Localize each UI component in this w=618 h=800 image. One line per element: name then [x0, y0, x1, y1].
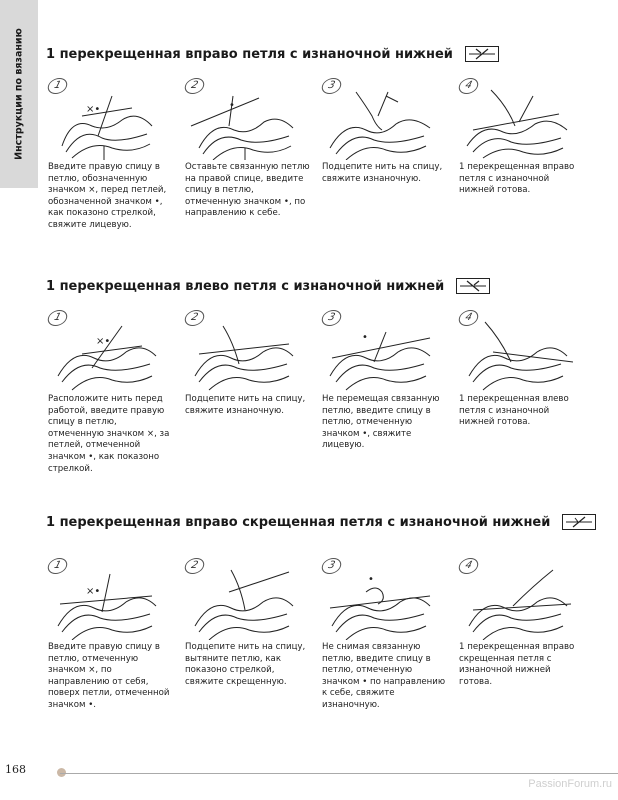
- step-number: 4: [457, 78, 480, 94]
- knitting-illustration: [463, 566, 573, 640]
- svg-text:•: •: [362, 332, 368, 343]
- step-number: 4: [457, 558, 480, 574]
- step-number: 3: [320, 558, 343, 574]
- knitting-illustration: [189, 318, 299, 392]
- knitting-illustration: [326, 318, 436, 392]
- knitting-illustration: [52, 318, 162, 392]
- step-description: 1 перекрещенная вправо скрещенная петля с изнаночной нижней готова.: [459, 642, 575, 687]
- section-3: [46, 514, 606, 744]
- step-description: Подцепите нить на спицу, свяжите изнаночную.: [185, 394, 306, 416]
- stitch-symbol-icon: [465, 46, 499, 62]
- svg-text:•: •: [368, 574, 374, 585]
- side-tab-label: Инструкции по вязанию: [13, 28, 25, 160]
- side-tab: [0, 0, 38, 188]
- step-description: Не перемещая связанную петлю, введите спицу в петлю, отмеченную значком •, свяжите лицевую.: [322, 394, 440, 451]
- step-number: 1: [46, 558, 69, 574]
- section-title: [46, 514, 596, 530]
- page-footer: [0, 758, 618, 800]
- step-number: 2: [183, 78, 206, 94]
- knitting-illustration: [326, 86, 436, 160]
- step-description: Введите правую спицу в петлю, отмеченную значком ×, по направлению от себя, поверх петли, отмеченной значком •.: [48, 642, 170, 710]
- knitting-illustration: [52, 86, 162, 160]
- step-description: Введите правую спицу в петлю, обозначенную значком ×, перед петлей, обозначенной значком •, как показоно стрелкой, свяжите лицевую.: [48, 162, 167, 230]
- section-title-text: 1 перекрещенная вправо петля с изнаночной нижней: [46, 46, 453, 62]
- step-description: Расположите нить перед работой, введите правую спицу в петлю, отмеченную значком ×, за петлей, отмеченной значком •, как показоно стрелкой.: [48, 394, 170, 474]
- svg-text:×•: ×•: [86, 586, 101, 597]
- section-1: [46, 46, 606, 256]
- step-number: 1: [46, 78, 69, 94]
- svg-text:×•: ×•: [96, 336, 111, 347]
- svg-text:×•: ×•: [86, 104, 101, 115]
- knitting-illustration: [189, 86, 299, 160]
- step-number: 4: [457, 310, 480, 326]
- section-2: [46, 278, 606, 488]
- knitting-illustration: [463, 86, 573, 160]
- svg-text:•: •: [229, 100, 235, 111]
- knitting-illustration: [326, 566, 436, 640]
- watermark: PassionForum.ru: [528, 778, 612, 790]
- step-number: 1: [46, 310, 69, 326]
- step-number: 2: [183, 558, 206, 574]
- stitch-symbol-icon: [456, 278, 490, 294]
- step-number: 2: [183, 310, 206, 326]
- step-description: Подцепите нить на спицу, свяжите изнаночную.: [322, 162, 443, 184]
- step-number: 3: [320, 310, 343, 326]
- step-description: 1 перекрещенная влево петля с изнаночной нижней готова.: [459, 394, 569, 428]
- step-number: 3: [320, 78, 343, 94]
- section-title: [46, 46, 499, 62]
- knitting-illustration: [52, 566, 162, 640]
- knitting-illustration: [189, 566, 299, 640]
- section-title-text: 1 перекрещенная влево петля с изнаночной нижней: [46, 278, 445, 294]
- stitch-symbol-icon: [562, 514, 596, 530]
- section-title-text: 1 перекрещенная вправо скрещенная петля с изнаночной нижней: [46, 514, 551, 530]
- step-description: Подцепите нить на спицу, вытяните петлю, как показоно стрелкой, свяжите скрещенную.: [185, 642, 306, 687]
- step-description: Не снимая связанную петлю, введите спицу в петлю, отмеченную значком • по направлению к себе, свяжите изнаночную.: [322, 642, 446, 710]
- knitting-illustration: [463, 318, 573, 392]
- footer-divider: [60, 773, 618, 774]
- section-title: [46, 278, 490, 294]
- step-description: Оставьте связанную петлю на правой спице, введите спицу в петлю, отмеченную значком •, по направлению к себе.: [185, 162, 310, 219]
- step-description: 1 перекрещенная вправо петля с изнаночной нижней готова.: [459, 162, 575, 196]
- page-number: 168: [5, 763, 26, 776]
